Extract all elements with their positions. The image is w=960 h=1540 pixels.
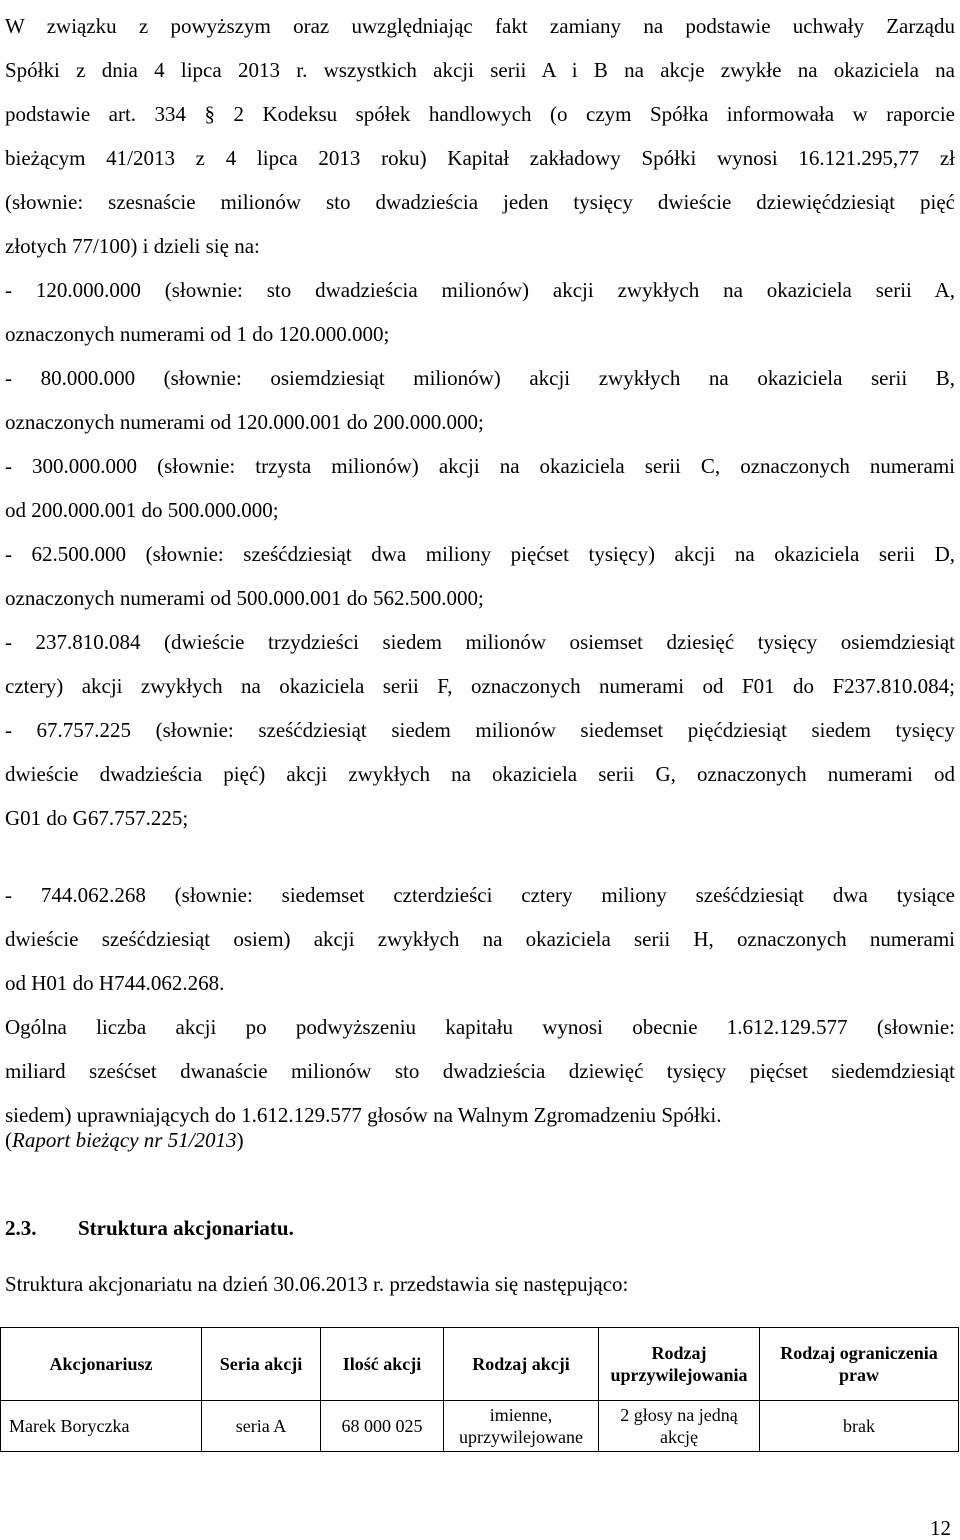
body-line: podstawie art. 334 § 2 Kodeksu spółek handlowych (o czym Spółka informowała w raporcie: [5, 102, 955, 126]
header-shareholder: Akcjonariusz: [1, 1328, 202, 1401]
body-line: oznaczonych numerami od 120.000.001 do 200.000.000;: [5, 410, 484, 434]
body-line: - 744.062.268 (słownie: siedemset czterdzieści cztery miliony sześćdziesiąt dwa tysiące: [5, 883, 955, 907]
cell-preference: 2 głosy na jedną akcję: [599, 1401, 760, 1452]
body-line: W związku z powyższym oraz uwzględniając fakt zamiany na podstawie uchwały Zarządu: [5, 14, 955, 38]
body-line: dwieście sześćdziesiąt osiem) akcji zwykłych na okaziciela serii H, oznaczonych numerami: [5, 927, 955, 951]
header-restriction-type: Rodzaj ograniczenia praw: [760, 1328, 959, 1401]
body-line: złotych 77/100) i dzieli się na:: [5, 234, 260, 258]
body-line: - 62.500.000 (słownie: sześćdziesiąt dwa miliony pięćset tysięcy) akcji na okaziciela serii D,: [5, 542, 955, 566]
body-line: dwieście dwadzieścia pięć) akcji zwykłych na okaziciela serii G, oznaczonych numerami od: [5, 762, 955, 786]
body-line: G01 do G67.757.225;: [5, 806, 189, 830]
cell-series: seria A: [202, 1401, 321, 1452]
shareholder-table: [0, 1327, 959, 1452]
section-number: 2.3.: [5, 1216, 37, 1240]
header-share-type: Rodzaj akcji: [444, 1328, 599, 1401]
body-line: oznaczonych numerami od 500.000.001 do 562.500.000;: [5, 586, 484, 610]
body-line: - 80.000.000 (słownie: osiemdziesiąt milionów) akcji zwykłych na okaziciela serii B,: [5, 366, 955, 390]
cell-share-type: imienne, uprzywilejowane: [444, 1401, 599, 1452]
raport-title: Raport bieżący nr 51/2013: [12, 1128, 237, 1152]
body-line: Ogólna liczba akcji po podwyższeniu kapitału wynosi obecnie 1.612.129.577 (słownie:: [5, 1015, 955, 1039]
section-title: Struktura akcjonariatu.: [78, 1216, 294, 1240]
body-line: - 120.000.000 (słownie: sto dwadzieścia milionów) akcji zwykłych na okaziciela serii A,: [5, 278, 955, 302]
cell-quantity: 68 000 025: [321, 1401, 444, 1452]
table-header-row: [1, 1328, 959, 1401]
header-series: Seria akcji: [202, 1328, 321, 1401]
body-line: Spółki z dnia 4 lipca 2013 r. wszystkich akcji serii A i B na akcje zwykłe na okaziciela na: [5, 58, 955, 82]
section-heading: [5, 1215, 294, 1241]
body-line: - 300.000.000 (słownie: trzysta milionów) akcji na okaziciela serii C, oznaczonych numerami: [5, 454, 955, 478]
header-preference-type: Rodzaj uprzywilejowania: [599, 1328, 760, 1401]
body-line: od 200.000.001 do 500.000.000;: [5, 498, 279, 522]
header-quantity: Ilość akcji: [321, 1328, 444, 1401]
body-line: (słownie: szesnaście milionów sto dwadzieścia jeden tysięcy dwieście dziewięćdziesiąt pięć: [5, 190, 955, 214]
raport-open-paren: (: [5, 1128, 12, 1152]
body-line: od H01 do H744.062.268.: [5, 971, 225, 995]
body-line: siedem) uprawniających do 1.612.129.577 głosów na Walnym Zgromadzeniu Spółki.: [5, 1103, 722, 1127]
body-line: bieżącym 41/2013 z 4 lipca 2013 roku) Kapitał zakładowy Spółki wynosi 16.121.295,77 zł: [5, 146, 955, 170]
body-line: oznaczonych numerami od 1 do 120.000.000;: [5, 322, 390, 346]
raport-close-paren: ): [236, 1128, 244, 1152]
table-intro: Struktura akcjonariatu na dzień 30.06.2013 r. przedstawia się następująco:: [5, 1272, 629, 1296]
raport-reference: [5, 1127, 955, 1153]
body-line: cztery) akcji zwykłych na okaziciela serii F, oznaczonych numerami od F01 do F237.810.084;: [5, 674, 955, 698]
table-row: [1, 1401, 959, 1452]
body-line: miliard sześćset dwanaście milionów sto dwadzieścia dziewięć tysięcy pięćset siedemdziesiąt: [5, 1059, 955, 1083]
page-number: 12: [930, 1516, 951, 1540]
body-line: - 237.810.084 (dwieście trzydzieści siedem milionów osiemset dziesięć tysięcy osiemdziesiąt: [5, 630, 955, 654]
cell-shareholder: Marek Boryczka: [1, 1401, 202, 1452]
body-line: - 67.757.225 (słownie: sześćdziesiąt siedem milionów siedemset pięćdziesiąt siedem tysięcy: [5, 718, 955, 742]
cell-restriction: brak: [760, 1401, 959, 1452]
